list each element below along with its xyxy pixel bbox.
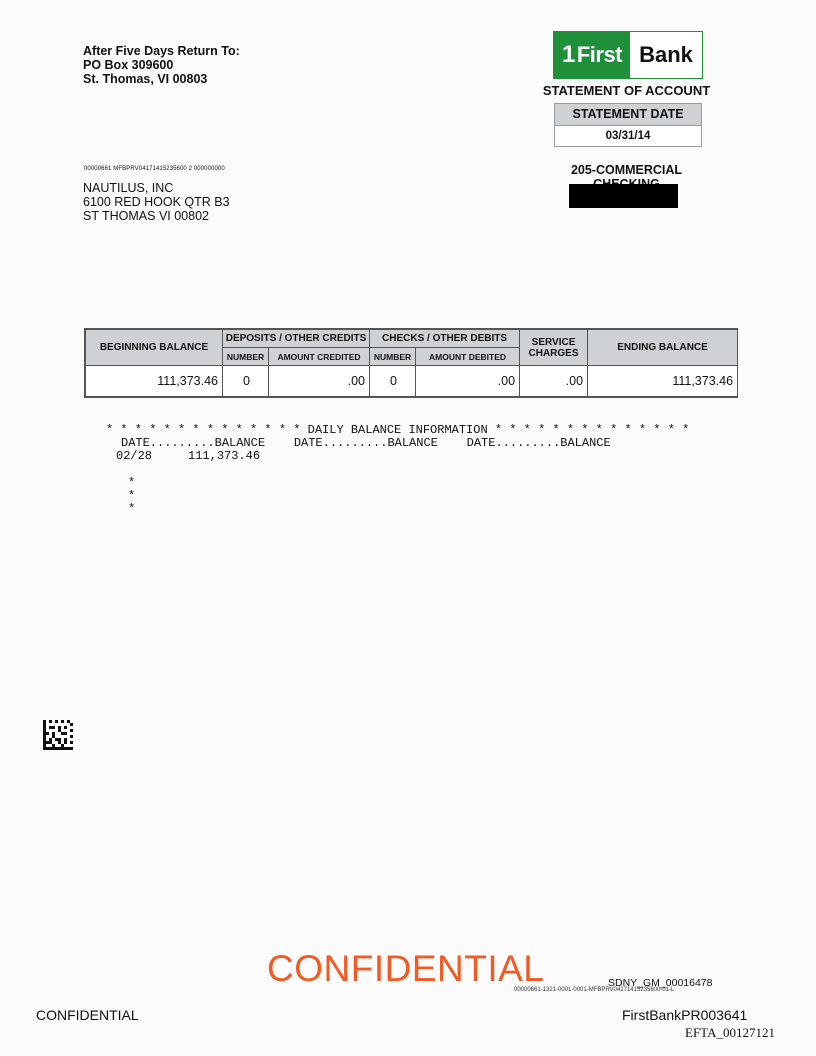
return-address-line: St. Thomas, VI 00803 <box>83 72 208 86</box>
header-amount-credited: AMOUNT CREDITED <box>269 348 370 366</box>
statement-date-value: 03/31/14 <box>605 130 651 142</box>
logo-one: 1 <box>561 41 575 68</box>
bates-number-sdny: SDNY_GM_00016478 <box>608 977 713 989</box>
check-number-value: 0 <box>370 366 416 397</box>
daily-balance-columns: DATE.........BALANCE DATE.........BALANCE DATE.........BALANCE <box>121 436 611 450</box>
daily-balance-row: 02/28 111,373.46 <box>116 449 261 463</box>
header-service-charges: SERVICE CHARGES <box>520 330 588 366</box>
header-amount-debited: AMOUNT DEBITED <box>416 348 520 366</box>
return-address <box>83 44 240 86</box>
document-id: 00000661-1321-0001-0001-MFBPRV04171415235600-01-L <box>514 987 675 993</box>
statement-date-label: STATEMENT DATE <box>555 104 701 126</box>
mail-code: 00000661 MFBPRV04171415235600 2 000000000 <box>84 166 225 172</box>
header-beginning-balance: BEGINNING BALANCE <box>86 330 223 366</box>
header-deposits: DEPOSITS / OTHER CREDITS <box>223 330 370 348</box>
statement-date-box <box>554 103 702 147</box>
redacted-account-number <box>569 184 678 208</box>
return-address-line: After Five Days Return To: <box>83 44 240 58</box>
barcode-2d-icon <box>43 720 73 750</box>
account-summary-table <box>84 328 738 398</box>
recipient-line: ST THOMAS VI 00802 <box>83 209 209 223</box>
beginning-balance-value: 111,373.46 <box>86 366 223 397</box>
logo-bank: Bank <box>639 42 693 67</box>
daily-balance-star: * <box>128 489 136 503</box>
amount-credited-value: .00 <box>269 366 370 397</box>
service-charges-value: .00 <box>520 366 588 397</box>
logo-green-panel <box>554 32 630 78</box>
recipient-line: 6100 RED HOOK QTR B3 <box>83 195 230 209</box>
bates-number-firstbank: FirstBankPR003641 <box>622 1007 748 1023</box>
daily-balance-star: * <box>128 502 136 516</box>
return-address-line: PO Box 309600 <box>83 58 174 72</box>
header-checks: CHECKS / OTHER DEBITS <box>370 330 520 348</box>
recipient-address <box>83 181 230 223</box>
statement-title: STATEMENT OF ACCOUNT <box>542 83 711 98</box>
daily-balance-title: * * * * * * * * * * * * * * DAILY BALANCE INFORMATION * * * * * * * * * * * * * * <box>106 423 690 437</box>
recipient-line: NAUTILUS, INC <box>83 181 174 195</box>
confidential-label: CONFIDENTIAL <box>36 1007 139 1023</box>
amount-debited-value: .00 <box>416 366 520 397</box>
account-type: 205-COMMERCIAL <box>570 163 683 177</box>
header-check-number: NUMBER <box>370 348 416 366</box>
logo-first: First <box>576 42 623 67</box>
header-deposit-number: NUMBER <box>223 348 269 366</box>
header-ending-balance: ENDING BALANCE <box>588 330 738 366</box>
deposit-number-value: 0 <box>223 366 269 397</box>
daily-balance-star: * <box>128 476 136 490</box>
firstbank-logo <box>553 31 703 79</box>
bates-number-efta: EFTA_00127121 <box>685 1025 775 1040</box>
ending-balance-value: 111,373.46 <box>588 366 738 397</box>
confidential-stamp: CONFIDENTIAL <box>267 948 545 989</box>
